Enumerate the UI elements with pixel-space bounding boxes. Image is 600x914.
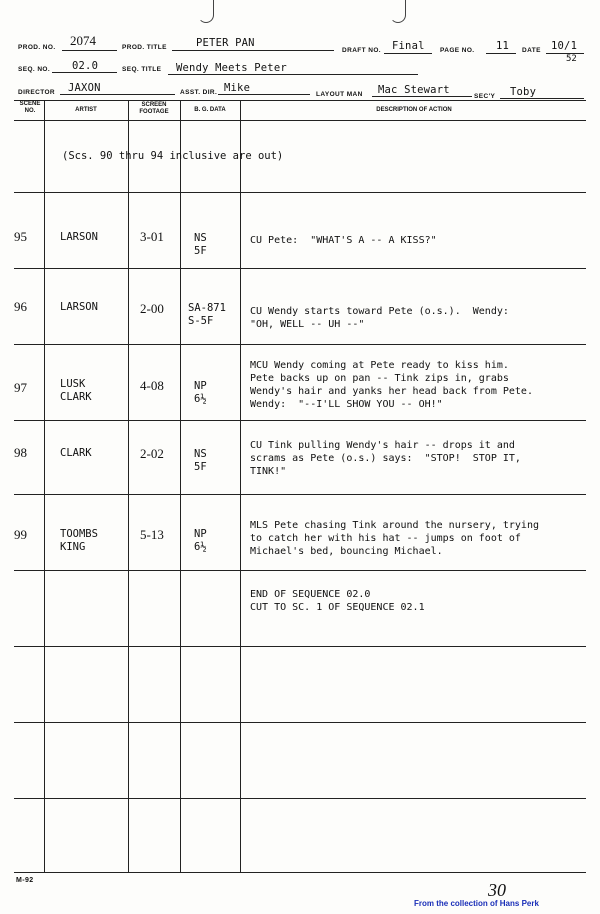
row-border	[14, 798, 586, 799]
col-header-scene-no: SCENE NO.	[19, 101, 41, 114]
layout-man-label: LAYOUT MAN	[316, 91, 363, 98]
underline	[62, 50, 117, 51]
row-border	[14, 420, 586, 421]
scene-number: 96	[14, 299, 27, 314]
column-divider	[128, 100, 129, 872]
col-header-bg-data: B. G. DATA	[194, 107, 226, 113]
col-header-artist: ARTIST	[75, 107, 97, 113]
row-border	[14, 570, 586, 571]
seq-no-label: SEQ. NO.	[18, 66, 51, 73]
prod-title-value: PETER PAN	[196, 37, 255, 49]
table-top-border	[14, 100, 586, 101]
column-divider	[44, 100, 45, 872]
secy-label: SEC'Y	[474, 93, 496, 100]
underline	[60, 94, 175, 95]
row-border	[14, 268, 586, 269]
form-number: M-92	[16, 877, 34, 884]
scene-number: 95	[14, 229, 27, 244]
bg-data: SA-871 S-5F	[188, 302, 226, 327]
underline	[218, 94, 310, 95]
page-no-label: PAGE NO.	[440, 47, 475, 54]
screen-footage: 4-08	[140, 378, 164, 393]
col-header-description: DESCRIPTION OF ACTION	[376, 107, 452, 113]
action-description: CU Tink pulling Wendy's hair -- drops it and scrams as Pete (o.s.) says: "STOP! STOP IT, TINK!"	[250, 440, 521, 477]
table-bottom-border	[14, 872, 586, 873]
draft-no-value: Final	[392, 40, 425, 52]
artist-name: CLARK	[60, 447, 92, 459]
bg-data: NS 5F	[194, 448, 207, 473]
seq-no-value: 02.0	[72, 60, 99, 72]
row-border	[14, 192, 586, 193]
row-border	[14, 494, 586, 495]
collection-credit: From the collection of Hans Perk	[414, 899, 539, 908]
prod-title-label: PROD. TITLE	[122, 44, 167, 51]
screen-footage: 2-00	[140, 301, 164, 316]
artist-name: LUSK CLARK	[60, 378, 92, 403]
page-no-value: 11	[496, 40, 510, 52]
column-header-border	[14, 120, 586, 121]
draft-no-label: DRAFT NO.	[342, 47, 381, 54]
date-note: 52	[566, 54, 577, 64]
column-divider	[180, 100, 181, 872]
underline	[384, 53, 432, 54]
omitted-scenes-note: (Scs. 90 thru 94 inclusive are out)	[62, 150, 284, 162]
row-border	[14, 646, 586, 647]
date-value: 10/1	[551, 40, 578, 52]
end-of-sequence-note: END OF SEQUENCE 02.0 CUT TO SC. 1 OF SEQUENCE 02.1	[250, 589, 425, 613]
page-mark: 30	[488, 880, 506, 900]
seq-title-label: SEQ. TITLE	[122, 66, 162, 73]
director-value: JAXON	[68, 82, 101, 94]
action-description: CU Wendy starts toward Pete (o.s.). Wendy: "OH, WELL -- UH --"	[250, 306, 509, 330]
action-description: MCU Wendy coming at Pete ready to kiss him. Pete backs up on pan -- Tink zips in, grabs Wendy's hair and yanks her head back from Pete. Wendy: "--I'LL SHOW YOU -- OH!"	[250, 360, 533, 410]
column-divider	[240, 100, 241, 872]
layout-man-value: Mac Stewart	[378, 84, 450, 96]
asst-dir-label: ASST. DIR.	[180, 89, 218, 96]
seq-title-value: Wendy Meets Peter	[176, 62, 287, 74]
underline	[52, 72, 117, 73]
bg-data: NP 6½	[194, 380, 207, 405]
director-label: DIRECTOR	[18, 89, 56, 96]
row-border	[14, 344, 586, 345]
punch-hole-mark	[390, 0, 406, 23]
prod-no-value: 2074	[70, 33, 96, 48]
screen-footage: 5-13	[140, 527, 164, 542]
artist-name: LARSON	[60, 301, 98, 313]
action-description: MLS Pete chasing Tink around the nursery, trying to catch her with his hat -- jumps on foot of Michael's bed, bouncing Michael.	[250, 520, 539, 557]
scene-number: 97	[14, 380, 27, 395]
underline	[372, 96, 472, 97]
underline	[486, 53, 516, 54]
secy-value: Toby	[510, 86, 537, 98]
underline	[546, 53, 584, 54]
action-description: CU Pete: "WHAT'S A -- A KISS?"	[250, 235, 437, 246]
bg-data: NS 5F	[194, 232, 207, 257]
scene-number: 99	[14, 527, 27, 542]
underline	[500, 98, 584, 99]
artist-name: LARSON	[60, 231, 98, 243]
bg-data: NP 6½	[194, 528, 207, 553]
prod-no-label: PROD. NO.	[18, 44, 56, 51]
screen-footage: 2-02	[140, 446, 164, 461]
date-label: DATE	[522, 47, 541, 54]
row-border	[14, 722, 586, 723]
screen-footage: 3-01	[140, 229, 164, 244]
artist-name: TOOMBS KING	[60, 528, 98, 553]
col-header-screen-footage: SCREEN FOOTAGE	[139, 102, 169, 115]
underline	[168, 74, 418, 75]
underline	[172, 50, 334, 51]
asst-dir-value: Mike	[224, 82, 251, 94]
scene-number: 98	[14, 445, 27, 460]
punch-hole-mark	[198, 0, 214, 23]
